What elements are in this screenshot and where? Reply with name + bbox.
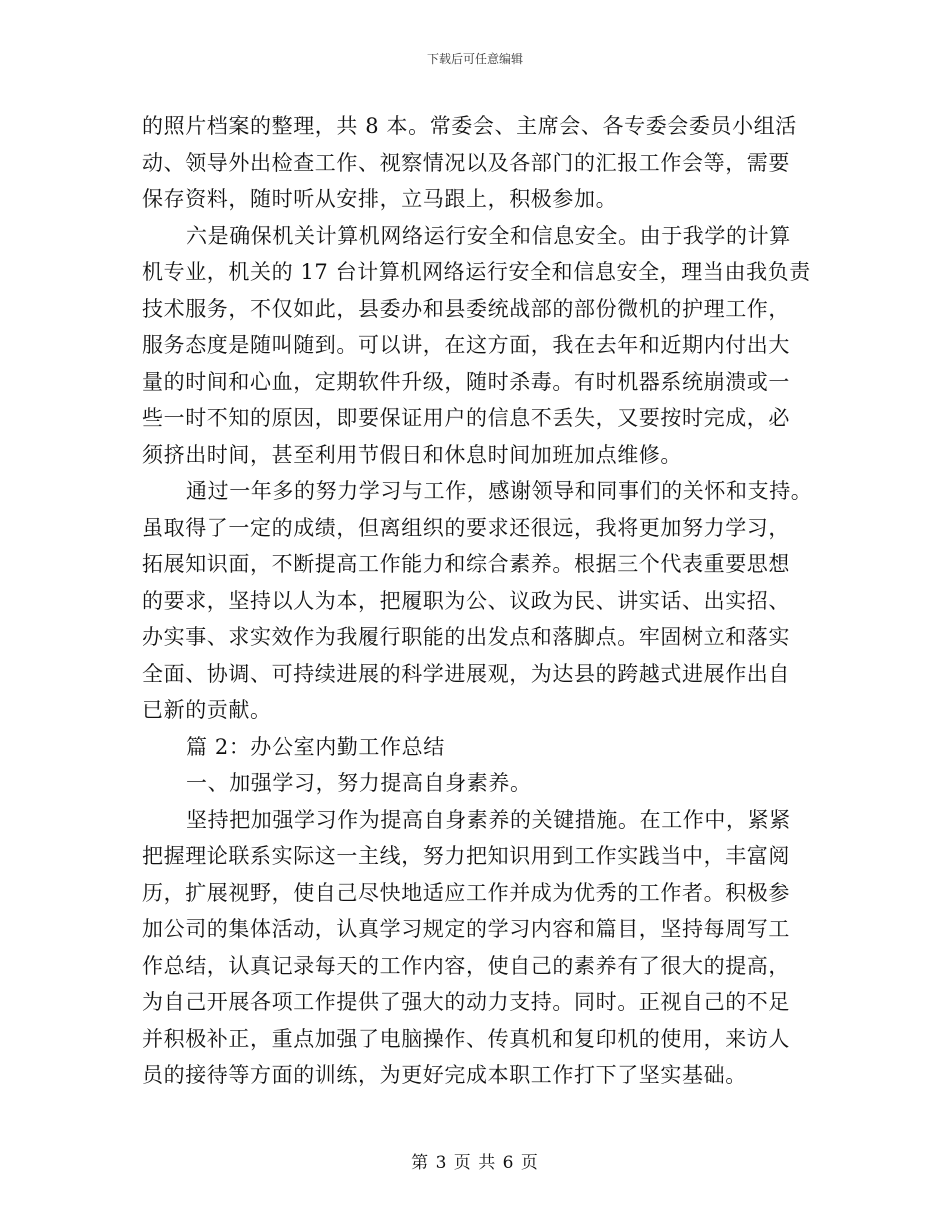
page-header-note: 下载后可任意编辑 (426, 52, 523, 66)
paragraph-start-line: 通过一年多的努力学习与工作，感谢领导和同事们的关怀和支持。 (186, 479, 813, 503)
text-line: 须挤出时间，甚至利用节假日和休息时间加班加点维修。 (142, 442, 682, 467)
page-number-footer: 第 3 页 共 6 页 (411, 1153, 539, 1173)
text-line: 为自己开展各项工作提供了强大的动力支持。同时。正视自己的不足 (142, 990, 790, 1014)
document-body (142, 108, 822, 1094)
text-line: 作总结，认真记录每天的工作内容，使自己的素养有了很大的提高， (142, 953, 790, 978)
paragraph-start-line: 坚持把加强学习作为提高自身素养的关键措施。在工作中，紧紧 (186, 807, 791, 832)
text-line: 拓展知识面，不断提高工作能力和综合素养。根据三个代表重要思想 (142, 552, 790, 576)
text-line: 办实事、求实效作为我履行职能的出发点和落脚点。牢固树立和落实 (142, 625, 790, 649)
section-heading: 一、加强学习，努力提高自身素养。 (186, 771, 532, 795)
text-line: 的要求，坚持以人为本，把履职为公、议政为民、讲实话、出实招、 (142, 588, 790, 613)
text-line: 动、领导外出检查工作、视察情况以及各部门的汇报工作会等，需要 (142, 150, 790, 175)
text-line: 加公司的集体活动，认真学习规定的学习内容和篇目，坚持每周写工 (142, 917, 790, 941)
text-line: 量的时间和心血，定期软件升级，随时杀毒。有时机器系统崩溃或一 (142, 369, 790, 394)
paragraph-start-line: 六是确保机关计算机网络运行安全和信息安全。由于我学的计算 (186, 223, 791, 248)
text-line: 技术服务，不仅如此，县委办和县委统战部的部份微机的护理工作， (142, 296, 790, 321)
text-line: 已新的贡献。 (142, 698, 272, 722)
text-line: 全面、协调、可持续进展的科学进展观，为达县的跨越式进展作出自 (142, 661, 790, 686)
text-line: 历，扩展视野，使自己尽快地适应工作并成为优秀的工作者。积极参 (142, 880, 790, 905)
text-line: 把握理论联系实际这一主线，努力把知识用到工作实践当中，丰富阅 (142, 844, 790, 868)
text-line: 些一时不知的原因，即要保证用户的信息不丢失，又要按时完成，必 (142, 406, 790, 430)
text-line: 机专业，机关的 17 台计算机网络运行安全和信息安全，理当由我负责 (142, 260, 811, 284)
text-line: 虽取得了一定的成绩，但离组织的要求还很远，我将更加努力学习， (142, 515, 790, 540)
text-line: 的照片档案的整理，共 8 本。常委会、主席会、各专委会委员小组活 (142, 114, 797, 138)
text-line: 保存资料，随时听从安排，立马跟上，积极参加。 (142, 187, 618, 211)
text-line: 服务态度是随叫随到。可以讲，在这方面，我在去年和近期内付出大 (142, 333, 790, 357)
section-title: 篇 2：办公室内勤工作总结 (186, 734, 445, 759)
text-line: 员的接待等方面的训练，为更好完成本职工作打下了坚实基础。 (142, 1063, 747, 1087)
text-line: 并积极补正，重点加强了电脑操作、传真机和复印机的使用，来访人 (142, 1026, 790, 1051)
